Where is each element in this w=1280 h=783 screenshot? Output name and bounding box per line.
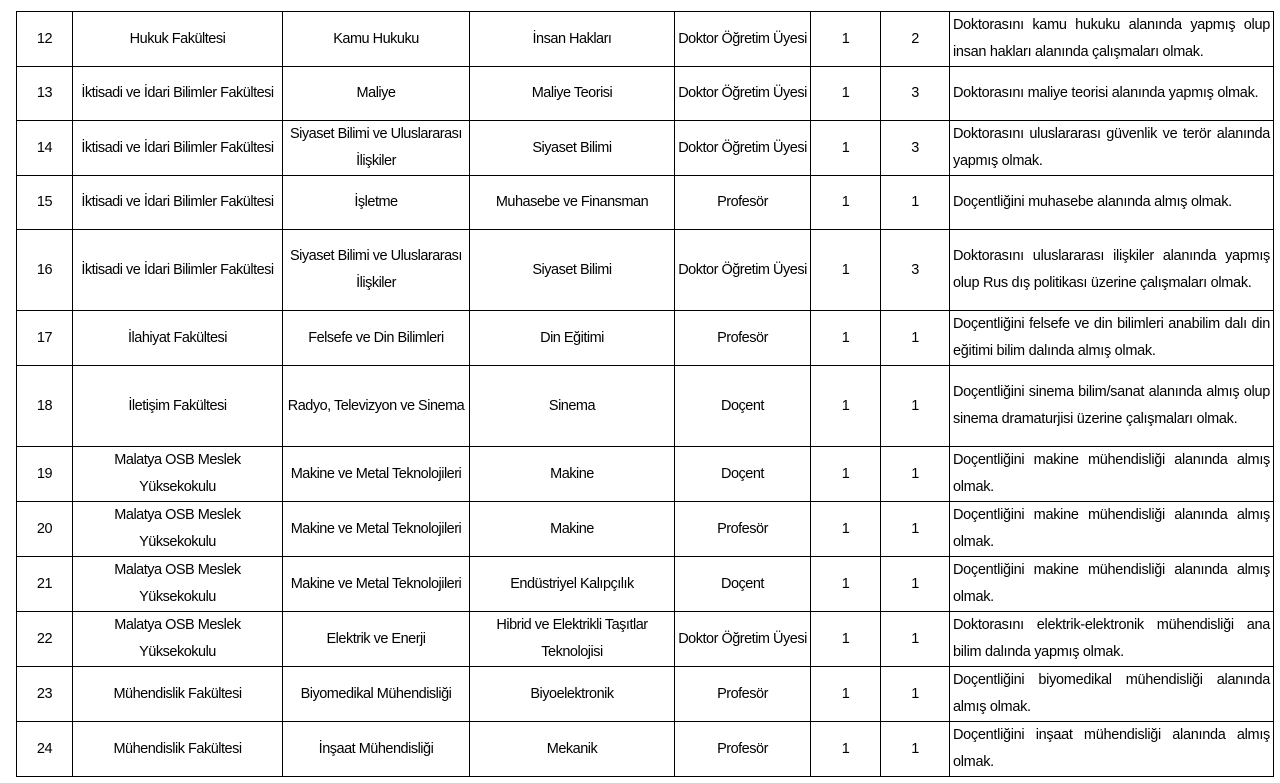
department-cell: Biyomedikal Mühendisliği <box>283 667 470 722</box>
academic-title-cell: Profesör <box>675 667 811 722</box>
count-cell: 1 <box>811 557 881 612</box>
count-cell: 1 <box>811 67 881 121</box>
table-row <box>17 230 1274 311</box>
faculty-cell: Hukuk Fakültesi <box>73 12 283 67</box>
requirement-description-cell: Doçentliğini makine mühendisliği alanında almış olmak. <box>950 557 1274 612</box>
field-cell: Makine <box>470 502 675 557</box>
position-count-cell: 3 <box>881 230 950 311</box>
faculty-cell: Malatya OSB Meslek Yüksekokulu <box>73 502 283 557</box>
faculty-cell: İktisadi ve İdari Bilimler Fakültesi <box>73 230 283 311</box>
academic-title-cell: Profesör <box>675 502 811 557</box>
academic-title-cell: Doktor Öğretim Üyesi <box>675 230 811 311</box>
row-number-cell: 14 <box>17 121 73 176</box>
field-cell: Muhasebe ve Finansman <box>470 176 675 230</box>
faculty-cell: İletişim Fakültesi <box>73 366 283 447</box>
requirement-description-cell: Doktorasını uluslararası güvenlik ve terör alanında yapmış olmak. <box>950 121 1274 176</box>
field-cell: Makine <box>470 447 675 502</box>
academic-title-cell: Doktor Öğretim Üyesi <box>675 12 811 67</box>
faculty-cell: Malatya OSB Meslek Yüksekokulu <box>73 447 283 502</box>
requirement-description-cell: Doktorasını kamu hukuku alanında yapmış olup insan hakları alanında çalışmaları olmak. <box>950 12 1274 67</box>
faculty-cell: İktisadi ve İdari Bilimler Fakültesi <box>73 67 283 121</box>
row-number-cell: 24 <box>17 722 73 777</box>
department-cell: Siyaset Bilimi ve Uluslararası İlişkiler <box>283 230 470 311</box>
field-cell: Sinema <box>470 366 675 447</box>
field-cell: Siyaset Bilimi <box>470 230 675 311</box>
requirement-description-cell: Doktorasını maliye teorisi alanında yapmış olmak. <box>950 67 1274 121</box>
department-cell: Elektrik ve Enerji <box>283 612 470 667</box>
table-row <box>17 67 1274 121</box>
row-number-cell: 17 <box>17 311 73 366</box>
faculty-cell: Mühendislik Fakültesi <box>73 722 283 777</box>
faculty-cell: İktisadi ve İdari Bilimler Fakültesi <box>73 121 283 176</box>
count-cell: 1 <box>811 12 881 67</box>
requirement-description-cell: Doçentliğini muhasebe alanında almış olmak. <box>950 176 1274 230</box>
position-count-cell: 1 <box>881 447 950 502</box>
academic-title-cell: Doktor Öğretim Üyesi <box>675 67 811 121</box>
department-cell: Makine ve Metal Teknolojileri <box>283 502 470 557</box>
requirement-description-cell: Doktorasını uluslararası ilişkiler alanında yapmış olup Rus dış politikası üzerine çalışmaları olmak. <box>950 230 1274 311</box>
row-number-cell: 13 <box>17 67 73 121</box>
department-cell: Kamu Hukuku <box>283 12 470 67</box>
count-cell: 1 <box>811 612 881 667</box>
count-cell: 1 <box>811 230 881 311</box>
field-cell: Biyoelektronik <box>470 667 675 722</box>
field-cell: İnsan Hakları <box>470 12 675 67</box>
table-row <box>17 176 1274 230</box>
academic-title-cell: Doçent <box>675 447 811 502</box>
department-cell: Maliye <box>283 67 470 121</box>
faculty-cell: İktisadi ve İdari Bilimler Fakültesi <box>73 176 283 230</box>
row-number-cell: 12 <box>17 12 73 67</box>
table-body <box>17 12 1274 777</box>
position-count-cell: 1 <box>881 311 950 366</box>
row-number-cell: 21 <box>17 557 73 612</box>
count-cell: 1 <box>811 176 881 230</box>
position-count-cell: 1 <box>881 366 950 447</box>
row-number-cell: 15 <box>17 176 73 230</box>
table-row <box>17 667 1274 722</box>
department-cell: Makine ve Metal Teknolojileri <box>283 557 470 612</box>
academic-title-cell: Profesör <box>675 311 811 366</box>
table-row <box>17 121 1274 176</box>
table-row <box>17 722 1274 777</box>
count-cell: 1 <box>811 311 881 366</box>
department-cell: Radyo, Televizyon ve Sinema <box>283 366 470 447</box>
department-cell: Felsefe ve Din Bilimleri <box>283 311 470 366</box>
table-row <box>17 557 1274 612</box>
position-count-cell: 1 <box>881 612 950 667</box>
table-row <box>17 502 1274 557</box>
table-row <box>17 12 1274 67</box>
academic-title-cell: Doktor Öğretim Üyesi <box>675 612 811 667</box>
field-cell: Siyaset Bilimi <box>470 121 675 176</box>
department-cell: İşletme <box>283 176 470 230</box>
requirement-description-cell: Doçentliğini makine mühendisliği alanında almış olmak. <box>950 447 1274 502</box>
table-row <box>17 612 1274 667</box>
position-count-cell: 1 <box>881 176 950 230</box>
position-count-cell: 3 <box>881 67 950 121</box>
row-number-cell: 20 <box>17 502 73 557</box>
academic-title-cell: Doktor Öğretim Üyesi <box>675 121 811 176</box>
department-cell: Makine ve Metal Teknolojileri <box>283 447 470 502</box>
requirement-description-cell: Doktorasını elektrik-elektronik mühendisliği ana bilim dalında yapmış olmak. <box>950 612 1274 667</box>
staff-positions-table <box>16 11 1274 777</box>
count-cell: 1 <box>811 121 881 176</box>
position-count-cell: 1 <box>881 722 950 777</box>
position-count-cell: 1 <box>881 502 950 557</box>
field-cell: Endüstriyel Kalıpçılık <box>470 557 675 612</box>
position-count-cell: 3 <box>881 121 950 176</box>
faculty-cell: Malatya OSB Meslek Yüksekokulu <box>73 612 283 667</box>
requirement-description-cell: Doçentliğini sinema bilim/sanat alanında almış olup sinema dramaturjisi üzerine çalışmaları olmak. <box>950 366 1274 447</box>
table-row <box>17 447 1274 502</box>
academic-title-cell: Profesör <box>675 722 811 777</box>
faculty-cell: İlahiyat Fakültesi <box>73 311 283 366</box>
academic-title-cell: Doçent <box>675 366 811 447</box>
position-count-cell: 2 <box>881 12 950 67</box>
position-count-cell: 1 <box>881 667 950 722</box>
row-number-cell: 19 <box>17 447 73 502</box>
faculty-cell: Mühendislik Fakültesi <box>73 667 283 722</box>
academic-title-cell: Profesör <box>675 176 811 230</box>
position-count-cell: 1 <box>881 557 950 612</box>
count-cell: 1 <box>811 722 881 777</box>
requirement-description-cell: Doçentliğini felsefe ve din bilimleri anabilim dalı din eğitimi bilim dalında almış olmak. <box>950 311 1274 366</box>
requirement-description-cell: Doçentliğini biyomedikal mühendisliği alanında almış olmak. <box>950 667 1274 722</box>
table-row <box>17 366 1274 447</box>
row-number-cell: 18 <box>17 366 73 447</box>
field-cell: Din Eğitimi <box>470 311 675 366</box>
count-cell: 1 <box>811 502 881 557</box>
requirement-description-cell: Doçentliğini inşaat mühendisliği alanında almış olmak. <box>950 722 1274 777</box>
requirement-description-cell: Doçentliğini makine mühendisliği alanında almış olmak. <box>950 502 1274 557</box>
count-cell: 1 <box>811 366 881 447</box>
department-cell: Siyaset Bilimi ve Uluslararası İlişkiler <box>283 121 470 176</box>
department-cell: İnşaat Mühendisliği <box>283 722 470 777</box>
row-number-cell: 16 <box>17 230 73 311</box>
table-row <box>17 311 1274 366</box>
academic-title-cell: Doçent <box>675 557 811 612</box>
field-cell: Mekanik <box>470 722 675 777</box>
count-cell: 1 <box>811 447 881 502</box>
field-cell: Maliye Teorisi <box>470 67 675 121</box>
field-cell: Hibrid ve Elektrikli Taşıtlar Teknolojisi <box>470 612 675 667</box>
row-number-cell: 22 <box>17 612 73 667</box>
faculty-cell: Malatya OSB Meslek Yüksekokulu <box>73 557 283 612</box>
count-cell: 1 <box>811 667 881 722</box>
row-number-cell: 23 <box>17 667 73 722</box>
